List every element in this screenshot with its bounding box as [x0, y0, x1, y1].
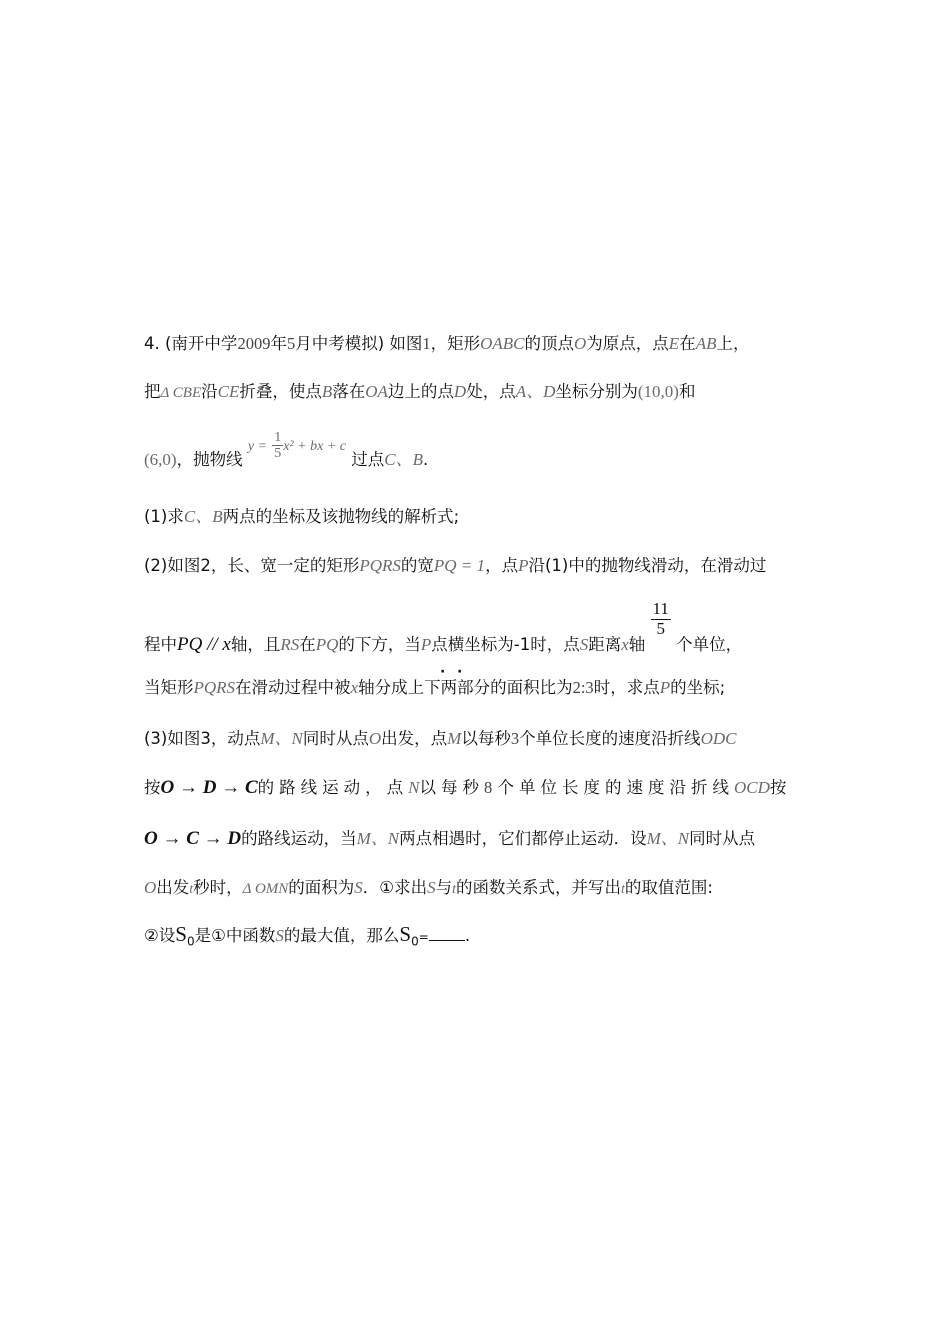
- year: 2009: [237, 334, 271, 353]
- text: 的路线运动，当: [241, 829, 357, 848]
- math: y =: [247, 439, 267, 455]
- text: 为原点，点: [586, 334, 669, 353]
- math: P: [420, 634, 432, 654]
- math: OA: [365, 382, 388, 401]
- text: 以每秒: [419, 778, 484, 797]
- math: ODC: [700, 729, 737, 748]
- math: S: [175, 922, 187, 946]
- text: 的面积为: [288, 878, 355, 897]
- line-6: [144, 596, 742, 656]
- text: 与: [435, 878, 453, 897]
- text: 过点: [351, 450, 385, 470]
- text: 当矩形: [144, 678, 194, 697]
- math: PQRS: [359, 556, 401, 575]
- math: B: [321, 382, 333, 401]
- math: t: [452, 882, 456, 897]
- text: 的函数关系式，并写出: [455, 878, 621, 897]
- text: 时，求点: [593, 678, 660, 697]
- denominator: 5: [274, 446, 282, 462]
- math: M、N: [646, 829, 690, 848]
- numerator: 11: [652, 599, 669, 618]
- math: x: [621, 634, 629, 654]
- math: OCD: [733, 778, 770, 797]
- text: (1)求: [144, 507, 184, 526]
- ratio: 2:3: [572, 678, 594, 697]
- line-8: [144, 724, 736, 749]
- text: 折叠，使点: [239, 382, 322, 401]
- math: O: [368, 729, 382, 748]
- text: 的顶点: [524, 334, 575, 353]
- month: 5: [286, 334, 296, 353]
- math: S: [354, 878, 363, 897]
- text: 沿(1)中的抛物线滑动，在滑动过: [528, 556, 767, 575]
- answer-blank: [429, 926, 465, 941]
- math: Δ OMN: [242, 881, 289, 897]
- math: Δ CBE: [160, 385, 202, 401]
- line-4: [144, 502, 459, 527]
- fraction: [651, 600, 671, 638]
- math: O: [574, 334, 587, 353]
- text: 程中: [144, 634, 177, 654]
- line-11: [144, 874, 713, 898]
- line-3: [144, 424, 428, 474]
- text: ，矩形: [430, 334, 481, 353]
- text: 把: [144, 382, 161, 401]
- math: (10,0): [637, 382, 679, 401]
- math: P: [659, 678, 671, 697]
- text: (3)如图3，动点: [144, 729, 261, 748]
- math: M: [447, 729, 462, 748]
- text: 4. (南开中学: [144, 334, 238, 353]
- math: O: [144, 878, 157, 897]
- text: 坐标分别为: [555, 382, 638, 401]
- text: 的路线运动，点: [257, 778, 409, 797]
- text: 的取值范围:: [624, 878, 713, 897]
- text: 沿: [201, 382, 218, 401]
- math: (6,0): [144, 450, 177, 470]
- math: C、B: [384, 450, 423, 470]
- text: ．①求出: [362, 878, 428, 897]
- text: 上，: [716, 334, 750, 353]
- math: S: [275, 926, 284, 945]
- text: 按: [769, 778, 787, 797]
- figure-number: 1: [422, 334, 431, 353]
- text: 轴分成上下两部分的面积比为: [358, 678, 573, 697]
- math: x: [350, 678, 359, 697]
- text: 边上的点: [387, 382, 454, 401]
- line-12: [144, 922, 470, 948]
- text: ，点: [485, 556, 519, 575]
- math: t: [620, 882, 625, 897]
- math: PQ // x: [177, 633, 231, 655]
- math: t: [189, 882, 194, 897]
- math: AB: [695, 334, 717, 353]
- subscript: 0: [411, 934, 419, 949]
- line-1: [144, 330, 749, 354]
- math: S: [579, 634, 589, 654]
- parabola-equation: [247, 430, 346, 462]
- text: 秒时，: [193, 878, 243, 897]
- math: OABC: [480, 334, 525, 353]
- number: 3: [510, 729, 520, 748]
- math: E: [668, 334, 680, 353]
- text: ，抛物线: [176, 450, 243, 470]
- text: 和: [678, 382, 696, 401]
- text: 两点的坐标及该抛物线的解析式;: [222, 507, 460, 526]
- text: 轴: [628, 634, 646, 654]
- line-9: [144, 774, 786, 799]
- math: N: [408, 778, 420, 797]
- math: PQ: [315, 634, 339, 654]
- text: 月中考模拟) 如图: [295, 334, 423, 353]
- text: 轴，且: [230, 634, 281, 654]
- text: 年: [270, 334, 287, 353]
- math: PQ = 1: [433, 556, 486, 575]
- text: (2)如图2，长、宽一定的矩形: [144, 556, 360, 575]
- text: 的下方，当: [338, 634, 421, 654]
- text: 以每秒: [461, 729, 511, 748]
- math: x² + bx + c: [283, 439, 346, 455]
- line-7: [144, 674, 725, 698]
- denominator: 5: [656, 618, 665, 638]
- text: 出发，点: [381, 729, 448, 748]
- text: 处，点: [466, 382, 516, 401]
- text: 的宽: [400, 556, 434, 575]
- math: M、N: [260, 729, 303, 748]
- math: P: [518, 556, 529, 575]
- emphasis-dot: ·: [440, 664, 446, 680]
- text: 是①中函数: [194, 926, 276, 945]
- text: 出发: [156, 878, 190, 897]
- emphasis-dot: ·: [457, 664, 463, 680]
- line-2: [144, 377, 695, 402]
- math: S: [427, 878, 436, 897]
- numerator: 1: [274, 430, 282, 445]
- fraction: [272, 430, 283, 462]
- text: 距离: [588, 634, 622, 654]
- text: 的坐标;: [670, 678, 726, 697]
- text: 点横坐标为-1时，点: [431, 634, 580, 654]
- math: M、N: [356, 829, 400, 848]
- math: A、D: [515, 382, 556, 401]
- math: CE: [217, 382, 240, 401]
- text: 在: [299, 634, 316, 654]
- math: S: [399, 922, 412, 946]
- text: 同时从点: [302, 729, 369, 748]
- text: 落在: [332, 382, 366, 401]
- text: 按: [144, 778, 161, 797]
- math: RS: [280, 634, 300, 654]
- math: D: [453, 382, 467, 401]
- route: O → D → C: [160, 777, 258, 798]
- text: 同时从点: [689, 829, 756, 848]
- math: C、B: [183, 507, 223, 526]
- subscript: 0: [186, 934, 195, 949]
- route: O → C → D: [144, 828, 242, 849]
- text: 在滑动过程中被: [235, 678, 351, 697]
- text: .: [464, 926, 471, 945]
- equals: =: [418, 930, 429, 944]
- text: ②设: [144, 926, 176, 945]
- math: PQRS: [193, 678, 236, 697]
- text: 在: [679, 334, 696, 353]
- text: 的最大值，那么: [283, 926, 400, 945]
- line-5: [144, 552, 766, 576]
- number: 8: [483, 778, 493, 797]
- text: 个单位长度的速度沿折线: [497, 778, 734, 797]
- text: 两点相遇时，它们都停止运动．设: [399, 829, 647, 848]
- line-10: [144, 824, 755, 850]
- text: 个单位，: [676, 634, 743, 654]
- text: 个单位长度的速度沿折线: [519, 729, 701, 748]
- text: .: [422, 450, 429, 470]
